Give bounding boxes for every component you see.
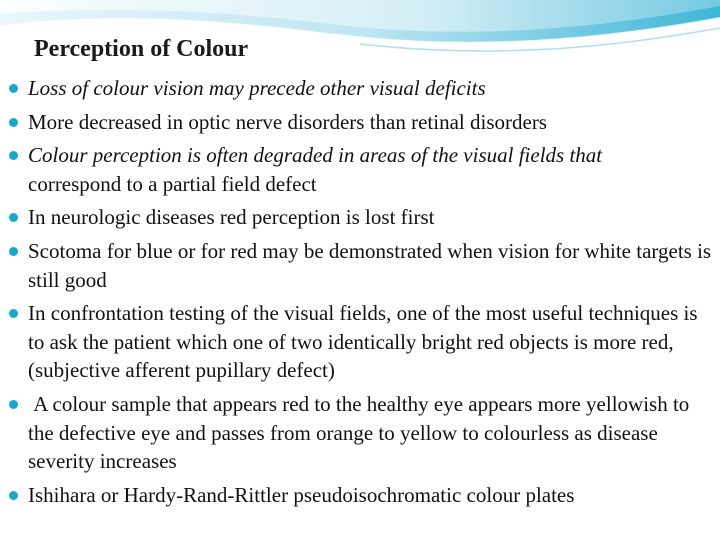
bullet-text: In neurologic diseases red perception is lost first: [28, 205, 435, 230]
bullet-text: More decreased in optic nerve disorders than retinal disorders: [28, 109, 547, 134]
bullet-item: [0, 74, 720, 103]
bullet-item: [0, 141, 720, 198]
bullet-item: [0, 237, 720, 294]
bullet-text: A colour sample that appears red to the healthy eye appears more yellowish to the defective eye and passes from orange to yellow to colourless as disease severity increases: [28, 391, 695, 474]
bullet-text: Colour perception is often degraded in areas of the visual fields that: [28, 143, 603, 168]
bullet-text: In confrontation testing of the visual fields, one of the most useful techniques is to ask the patient which one of two identically bright red objects is more red,(subjective afferent pupillary defect): [28, 301, 698, 383]
bullet-item: [0, 390, 720, 476]
bullet-text: Ishihara or Hardy-Rand-Rittler pseudoisochromatic colour plates: [28, 482, 575, 507]
bullet-item: [0, 299, 720, 385]
bullet-text: Loss of colour vision may precede other visual deficits: [28, 76, 486, 100]
slide-title: Perception of Colour: [34, 36, 249, 62]
bullet-list: [0, 74, 720, 514]
bullet-item: [0, 203, 720, 232]
bullet-item: [0, 108, 720, 137]
bullet-item: [0, 481, 720, 510]
bullet-text-continuation: correspond to a partial field defect: [28, 171, 317, 196]
bullet-text: Scotoma for blue or for red may be demonstrated when vision for white targets is still good: [28, 238, 712, 292]
